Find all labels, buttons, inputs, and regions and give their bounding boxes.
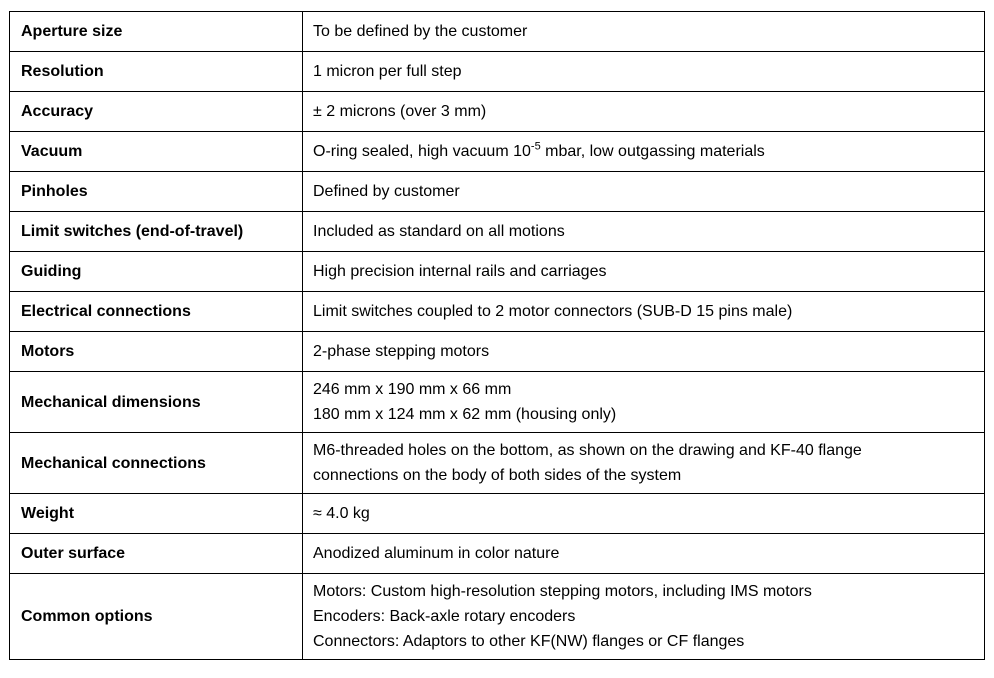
spec-label-text: Mechanical dimensions: [21, 393, 201, 411]
spec-value-segment: mbar, low outgassing materials: [540, 143, 765, 160]
spec-value-line: [313, 19, 974, 44]
spec-value-segment: Anodized aluminum in color nature: [313, 545, 560, 562]
spec-value: [303, 372, 985, 433]
spec-label: [10, 12, 303, 52]
table-row: [10, 252, 985, 292]
table-row: [10, 212, 985, 252]
spec-value-line: [313, 179, 974, 204]
table-row: [10, 372, 985, 433]
spec-value-segment: Included as standard on all motions: [313, 223, 565, 240]
spec-value-segment: Encoders: Back-axle rotary encoders: [313, 608, 576, 625]
spec-value: [303, 172, 985, 212]
spec-value-segment: High precision internal rails and carriages: [313, 263, 607, 280]
spec-value-segment: connections on the body of both sides of the system: [313, 467, 682, 484]
spec-value-superscript: -5: [530, 140, 541, 153]
spec-value-line: [313, 259, 974, 284]
spec-label: [10, 212, 303, 252]
table-row: [10, 12, 985, 52]
spec-value: [303, 12, 985, 52]
specifications-table: [9, 11, 985, 660]
spec-label-text: Pinholes: [21, 183, 88, 200]
spec-value-line: [313, 299, 974, 324]
spec-value: [303, 132, 985, 172]
table-row: [10, 433, 985, 494]
spec-value-segment: 246 mm x 190 mm x 66 mm: [313, 381, 512, 398]
spec-value-segment: Defined by customer: [313, 183, 460, 200]
table-row: [10, 92, 985, 132]
spec-value-line: [313, 377, 974, 402]
spec-label-text: Outer surface: [21, 545, 126, 562]
spec-label: [10, 92, 303, 132]
spec-value-line: [313, 438, 974, 463]
spec-label-text: Common options: [21, 608, 153, 625]
spec-value-segment: To be defined by the customer: [313, 23, 528, 40]
spec-label-text: Weight: [21, 505, 75, 522]
spec-value: [303, 292, 985, 332]
spec-label: [10, 372, 303, 433]
spec-value-segment: Connectors: Adaptors to other KF(NW) flanges or CF flanges: [313, 633, 745, 650]
spec-label-text: Aperture size: [21, 23, 123, 40]
spec-value-line: [313, 629, 974, 654]
spec-value-segment: 180 mm x 124 mm x 62 mm (housing only): [313, 406, 617, 423]
spec-value-line: [313, 541, 974, 566]
spec-label: [10, 132, 303, 172]
spec-value: [303, 433, 985, 494]
spec-value-line: [313, 219, 974, 244]
spec-value-line: [313, 99, 974, 124]
spec-label-text: Motors: [21, 343, 75, 360]
spec-label: [10, 574, 303, 660]
table-row: [10, 534, 985, 574]
spec-value: [303, 494, 985, 534]
spec-label-text: Vacuum: [21, 143, 83, 160]
spec-value-line: [313, 579, 974, 604]
spec-value-segment: 2-phase stepping motors: [313, 343, 490, 360]
spec-value: [303, 92, 985, 132]
table-row: [10, 574, 985, 660]
spec-label: [10, 172, 303, 212]
table-row: [10, 172, 985, 212]
spec-label: [10, 252, 303, 292]
spec-label-text: Mechanical connections: [21, 454, 206, 472]
spec-value-segment: ≈ 4.0 kg: [313, 505, 370, 522]
table-row: [10, 332, 985, 372]
spec-value-line: [313, 402, 974, 427]
spec-value-line: [313, 139, 974, 164]
table-row: [10, 132, 985, 172]
spec-value-line: [313, 463, 974, 488]
spec-label-text: Guiding: [21, 263, 82, 280]
spec-label: [10, 292, 303, 332]
spec-value-segment: M6-threaded holes on the bottom, as shown on the drawing and KF-40 flange: [313, 442, 862, 459]
spec-value-segment: Motors: Custom high-resolution stepping motors, including IMS motors: [313, 583, 812, 600]
spec-label-text: Limit switches (end-of-travel): [21, 223, 244, 240]
table-row: [10, 52, 985, 92]
spec-value: [303, 534, 985, 574]
table-row: [10, 292, 985, 332]
spec-label-text: Electrical connections: [21, 303, 191, 320]
spec-label-text: Accuracy: [21, 103, 94, 120]
spec-label: [10, 534, 303, 574]
spec-value-segment: O-ring sealed, high vacuum 10: [313, 143, 531, 160]
spec-label: [10, 494, 303, 534]
table-row: [10, 494, 985, 534]
spec-value: [303, 212, 985, 252]
spec-value-segment: Limit switches coupled to 2 motor connectors (SUB-D 15 pins male): [313, 303, 793, 320]
spec-value-line: [313, 604, 974, 629]
spec-value-line: [313, 501, 974, 526]
spec-label: [10, 52, 303, 92]
spec-label: [10, 332, 303, 372]
spec-value: [303, 252, 985, 292]
spec-value: [303, 52, 985, 92]
spec-value-segment: ± 2 microns (over 3 mm): [313, 103, 487, 120]
specifications-table-body: [10, 12, 985, 660]
spec-label-text: Resolution: [21, 63, 104, 80]
spec-value: [303, 574, 985, 660]
spec-value-segment: 1 micron per full step: [313, 63, 462, 80]
spec-value-line: [313, 59, 974, 84]
spec-value: [303, 332, 985, 372]
spec-value-line: [313, 339, 974, 364]
spec-label: [10, 433, 303, 494]
